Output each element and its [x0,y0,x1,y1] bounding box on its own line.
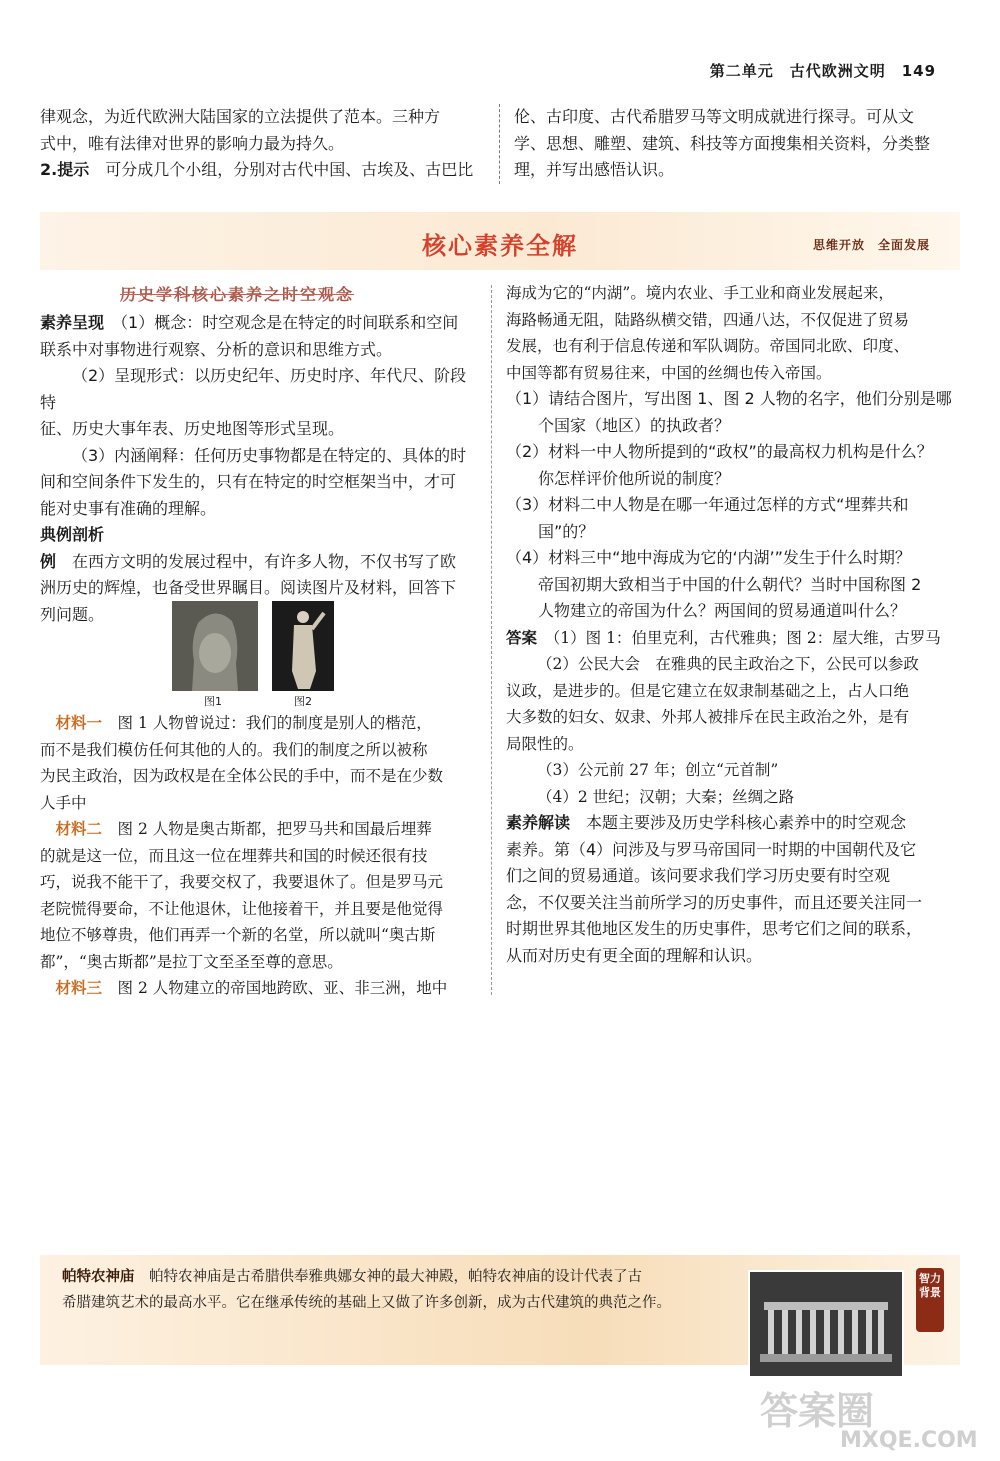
answer-line [506,625,956,652]
section-title: 核心素养全解 [422,232,578,260]
watermark-url: MXQE.COM [840,1428,978,1453]
column-divider [491,285,492,995]
label-bold: 素养呈现 [40,313,105,332]
answer-line: （2）公民大会 在雅典的民主政治之下，公民可以参政 [537,655,919,673]
question-line: （4）材料三中“地中海成为它的‘内湖’”发生于什么时期？ [506,548,911,567]
explain-line: 念，不仅要关注当前所学习的历史事件，而且还要关注同一 [506,892,923,912]
augustus-statue-image [272,601,334,691]
sub-heading: 历史学科核心素养之时空观念 [120,285,355,304]
text-line: 理，并写出感悟认识。 [514,160,675,179]
text-line [40,975,480,1002]
text-line: 间和空间条件下发生的，只有在特定的时空框架当中，才可 [40,472,457,491]
text-line: 能对史事有准确的理解。 [40,498,217,518]
question-line: （2）材料一中人物所提到的“政权”的最高权力机构是什么？ [506,442,933,461]
right-column [506,280,956,969]
text-line [62,1264,742,1290]
watermark-logo: 答案圈 [760,1389,875,1433]
text-line: 海路畅通无阻，陆路纵横交错，四通八达，不仅促进了贸易 [506,310,910,329]
question-line: （1）请结合图片，写出图 1、图 2 人物的名字，他们分别是哪 [506,389,952,408]
text-line: 中国等都有贸易往来，中国的丝绸也传入帝国。 [506,363,832,382]
text-line [40,549,480,576]
text-line: 发展，也有利于信息传递和军队调防。帝国同北欧、印度、 [506,337,910,355]
left-column [40,310,480,628]
text-span: 帕特农神庙是古希腊供奉雅典娜女神的最大神殿，帕特农神庙的设计代表了古 [149,1269,642,1285]
text-line: 海成为它的“内湖”。境内农业、手工业和商业发展起来， [506,284,894,302]
section-subtitle: 思维开放 全面发展 [812,238,930,252]
question-line: 国”的？ [538,521,595,541]
answer-line: （3）公元前 27 年；创立“元首制” [537,761,779,779]
explain-line [506,810,956,837]
top-left-block [40,104,480,184]
text-line [40,157,480,184]
explain-line: 时期世界其他地区发生的历史事件，思考它们之间的联系， [506,919,923,938]
material-label: 材料一 [55,713,103,732]
statue-icon [272,601,334,691]
question-line: 个国家（地区）的执政者？ [538,415,731,435]
text-span: 图 1 人物曾说过：我们的制度是别人的楷范， [117,714,432,732]
footnote-label: 帕特农神庙 [62,1269,135,1285]
text-span: 图 2 人物是奥古斯都，把罗马共和国最后埋葬 [117,820,432,838]
text-line: （2）呈现形式：以历史纪年、历史时序、年代尺、阶段特 [40,366,467,412]
text-line: 洲历史的辉煌，也备受世界瞩目。阅读图片及材料，回答下 [40,578,457,597]
answer-line: 大多数的妇女、奴隶、外邦人被排斥在民主政治之外，是有 [506,708,910,726]
text-line: 联系中对事物进行观察、分析的意识和思维方式。 [40,339,393,359]
text-line [40,816,480,843]
text-line: 征、历史大事年表、历史地图等形式呈现。 [40,419,345,438]
text-line: 希腊建筑艺术的最高水平。它在继承传统的基础上又做了许多创新，成为古代建筑的典范之作。 [62,1295,671,1311]
question-line: （3）材料二中人物是在哪一年通过怎样的方式“埋葬共和 [506,495,909,514]
text-line: 的就是这一位，而且这一位在埋葬共和国的时候还很有技 [40,846,428,865]
text-line: 都”，“奥古斯都”是拉丁文至圣至尊的意思。 [40,952,343,971]
explain-line: 从而对历史有更全面的理解和认识。 [506,945,763,965]
materials-block [40,710,480,1002]
text-line: （3）内涵阐释：任何历史事物都是在特定的、具体的时 [72,445,467,465]
answer-label: 答案 [506,628,538,647]
question-line: 帝国初期大致相当于中国的什么朝代？当时中国称图 2 [538,574,922,594]
parthenon-image [748,1270,904,1378]
text-line: 巧，说我不能干了，我要交权了，我要退休了。但是罗马元 [40,873,444,891]
answer-line: （4）2 世纪；汉朝；大秦；丝绸之路 [537,787,795,806]
text-span: 可分成几个小组，分别对古代中国、古埃及、古巴比 [105,160,474,179]
text-line: 律观念，为近代欧洲大陆国家的立法提供了范本。三种方 [40,107,441,126]
text-line: 地位不够尊贵，他们再弄一个新的名堂，所以就叫“奥古斯 [40,926,436,944]
text-line: 老院慌得要命，不让他退休，让他接着干，并且要是他觉得 [40,899,444,918]
page-header: 第二单元 古代欧洲文明 149 [709,62,936,80]
pericles-bust-image [172,601,258,691]
answer-line: 议政，是进步的。但是它建立在奴隶制基础之上，占人口绝 [506,681,910,700]
explain-line: 们之间的贸易通道。该问要求我们学习历史要有时空观 [506,866,891,885]
hint-label: 2.提示 [40,160,90,179]
text-span: 本题主要涉及历史学科核心素养中的时空观念 [586,813,907,832]
footnote-text [62,1264,742,1316]
question-line: 人物建立的帝国为什么？两国间的贸易通道叫什么？ [538,601,907,620]
section-label: 典例剖析 [40,525,105,544]
material-label: 材料二 [55,819,103,838]
answer-line: 局限性的。 [506,734,584,753]
text-line: 为民主政治，因为政权是在全体公民的手中，而不是在少数 [40,767,444,785]
explain-label: 素养解读 [506,813,571,832]
text-line: 式中，唯有法律对世界的影响力最为持久。 [40,133,345,153]
text-line: 伦、古印度、古代希腊罗马等文明成就进行探寻。可从文 [514,107,915,126]
temple-icon [750,1272,902,1376]
material-label: 材料三 [55,978,103,997]
figure-caption: 图2 [294,695,312,708]
explain-line: 素养。第（4）问涉及与罗马帝国同一时期的中国朝代及它 [506,839,917,859]
question-line: 你怎样评价他所说的制度？ [538,468,731,488]
text-line: 而不是我们模仿任何其他的人的。我们的制度之所以被称 [40,740,428,759]
text-span: 图 2 人物建立的帝国地跨欧、亚、非三洲，地中 [117,979,448,997]
bust-icon [172,601,258,691]
info-badge: 智力背景 [916,1268,944,1332]
text-line: 列问题。 [40,604,105,624]
top-right-block [514,104,960,184]
text-span: （1）图 1：伯里克利，古代雅典；图 2：屋大维，古罗马 [552,628,941,647]
text-line [40,710,480,737]
figure-caption: 图1 [204,695,222,708]
text-span: 在西方文明的发展过程中，有许多人物，不仅书写了欧 [72,551,457,571]
text-line: 学、思想、雕塑、建筑、科技等方面搜集相关资料，分类整 [514,133,931,153]
column-divider [499,104,500,184]
text-line: 人手中 [40,793,87,812]
text-span: （1）概念：时空观念是在特定的时间联系和空间 [120,313,459,332]
example-label: 例 [40,551,57,571]
text-line [40,310,480,337]
